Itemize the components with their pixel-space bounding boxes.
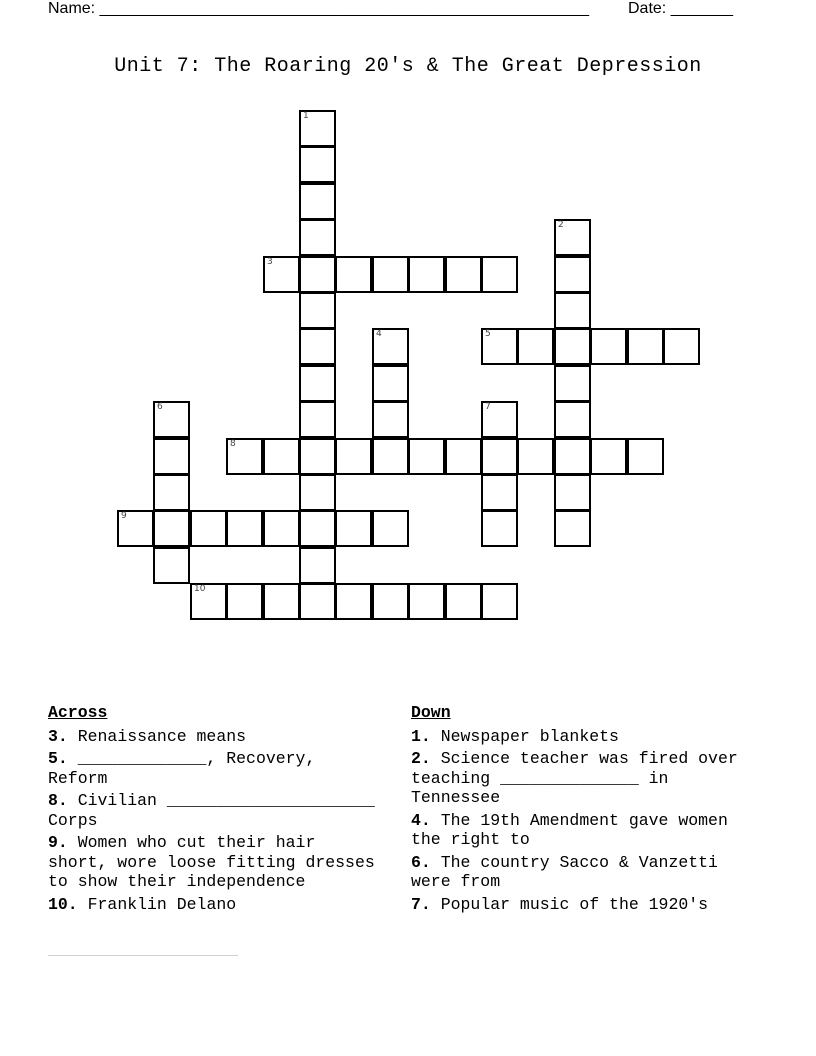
clue-number: 3 bbox=[267, 257, 273, 267]
crossword-cell[interactable] bbox=[299, 110, 336, 147]
crossword-cell[interactable] bbox=[554, 292, 591, 329]
down-clue bbox=[411, 853, 751, 892]
crossword-cell[interactable] bbox=[663, 328, 700, 365]
clue-number: 2 bbox=[558, 220, 564, 230]
crossword-cell[interactable] bbox=[554, 328, 591, 365]
crossword-cell[interactable] bbox=[153, 510, 190, 547]
clue-num: 9. bbox=[48, 833, 68, 852]
crossword-cell[interactable] bbox=[554, 474, 591, 511]
down-clue bbox=[411, 811, 751, 850]
crossword-cell[interactable] bbox=[590, 438, 627, 475]
crossword-cell[interactable] bbox=[299, 328, 336, 365]
crossword-cell[interactable] bbox=[554, 219, 591, 256]
clue-text: Renaissance means bbox=[67, 726, 247, 746]
clue-num: 1. bbox=[411, 726, 431, 746]
crossword-cell[interactable] bbox=[299, 292, 336, 329]
crossword-cell[interactable] bbox=[335, 438, 372, 475]
crossword-cell[interactable] bbox=[408, 256, 445, 293]
crossword-cell[interactable] bbox=[263, 256, 300, 293]
crossword-cell[interactable] bbox=[554, 438, 591, 475]
crossword-cell[interactable] bbox=[372, 365, 409, 402]
crossword-cell[interactable] bbox=[299, 438, 336, 475]
crossword-cell[interactable] bbox=[335, 583, 372, 620]
clue-number: 9 bbox=[121, 511, 127, 521]
clue-num: 5. bbox=[48, 749, 68, 768]
crossword-cell[interactable] bbox=[153, 401, 190, 438]
across-heading: Across bbox=[48, 703, 108, 722]
crossword-cell[interactable] bbox=[408, 583, 445, 620]
down-clue-list bbox=[411, 727, 751, 915]
crossword-cell[interactable] bbox=[372, 328, 409, 365]
crossword-cell[interactable] bbox=[481, 328, 518, 365]
crossword-cell[interactable] bbox=[335, 256, 372, 293]
crossword-cell[interactable] bbox=[445, 583, 482, 620]
crossword-cell[interactable] bbox=[481, 401, 518, 438]
clue-num: 3. bbox=[48, 726, 68, 746]
crossword-cell[interactable] bbox=[481, 510, 518, 547]
crossword-cell[interactable] bbox=[627, 328, 664, 365]
crossword-cell[interactable] bbox=[517, 328, 554, 365]
clue-text: Civilian _____________________ Corps bbox=[48, 791, 375, 830]
crossword-cell[interactable] bbox=[263, 583, 300, 620]
crossword-cell[interactable] bbox=[445, 438, 482, 475]
crossword-cell[interactable] bbox=[153, 438, 190, 475]
crossword-cell[interactable] bbox=[226, 438, 263, 475]
crossword-cell[interactable] bbox=[190, 510, 227, 547]
clue-number: 7 bbox=[485, 402, 491, 412]
crossword-cell[interactable] bbox=[372, 583, 409, 620]
crossword-cell[interactable] bbox=[554, 401, 591, 438]
crossword-cell[interactable] bbox=[408, 438, 445, 475]
clue-num: 2. bbox=[411, 749, 431, 768]
clue-num: 7. bbox=[411, 894, 431, 914]
clue-text: Women who cut their hair short, wore loose fitting dresses to show their independence bbox=[48, 833, 375, 891]
puzzle-title: Unit 7: The Roaring 20's & The Great Depression bbox=[114, 55, 702, 78]
crossword-cell[interactable] bbox=[299, 510, 336, 547]
footer-rule bbox=[48, 955, 238, 956]
crossword-cell[interactable] bbox=[517, 438, 554, 475]
clue-number: 10 bbox=[194, 584, 206, 594]
clue-number: 5 bbox=[485, 329, 491, 339]
clue-text: Science teacher was fired over teaching ______________ in Tennessee bbox=[411, 749, 738, 807]
across-clue-list bbox=[48, 727, 378, 915]
clue-num: 4. bbox=[411, 810, 431, 830]
crossword-cell[interactable] bbox=[226, 583, 263, 620]
down-clue bbox=[411, 749, 751, 808]
down-heading: Down bbox=[411, 703, 451, 722]
crossword-cell[interactable] bbox=[372, 256, 409, 293]
crossword-cell[interactable] bbox=[627, 438, 664, 475]
crossword-cell[interactable] bbox=[372, 401, 409, 438]
down-clue bbox=[411, 727, 751, 747]
across-clue bbox=[48, 791, 378, 830]
clue-text: The 19th Amendment gave women the right to bbox=[411, 810, 728, 849]
crossword-cell[interactable] bbox=[554, 365, 591, 402]
clue-number: 8 bbox=[230, 439, 236, 449]
clue-number: 4 bbox=[376, 329, 382, 339]
crossword-cell[interactable] bbox=[481, 438, 518, 475]
clue-text: _____________, Recovery, Reform bbox=[48, 749, 316, 788]
crossword-cell[interactable] bbox=[153, 474, 190, 511]
crossword-cell[interactable] bbox=[335, 510, 372, 547]
across-clue bbox=[48, 727, 378, 747]
crossword-cell[interactable] bbox=[299, 474, 336, 511]
down-clue bbox=[411, 895, 751, 915]
clue-text: Franklin Delano bbox=[77, 894, 237, 914]
clue-number: 6 bbox=[157, 402, 163, 412]
clue-number: 1 bbox=[303, 111, 309, 121]
crossword-cell[interactable] bbox=[481, 256, 518, 293]
across-clue bbox=[48, 833, 378, 892]
date-line: Date: _______ bbox=[628, 0, 733, 17]
crossword-cell[interactable] bbox=[481, 474, 518, 511]
crossword-cell[interactable] bbox=[263, 510, 300, 547]
clue-text: Popular music of the 1920's bbox=[430, 894, 709, 914]
clue-text: The country Sacco & Vanzetti were from bbox=[411, 852, 718, 891]
crossword-cell[interactable] bbox=[590, 328, 627, 365]
crossword-cell[interactable] bbox=[554, 256, 591, 293]
across-clue bbox=[48, 749, 378, 788]
crossword-cell[interactable] bbox=[372, 438, 409, 475]
crossword-cell[interactable] bbox=[299, 146, 336, 183]
name-line: Name: _______________________________________________________ bbox=[48, 0, 589, 17]
clue-num: 6. bbox=[411, 852, 431, 872]
down-clues bbox=[411, 703, 751, 917]
crossword-cell[interactable] bbox=[372, 510, 409, 547]
crossword-cell[interactable] bbox=[117, 510, 154, 547]
across-clue bbox=[48, 895, 378, 915]
crossword-cell[interactable] bbox=[299, 219, 336, 256]
crossword-cell[interactable] bbox=[299, 401, 336, 438]
crossword-cell[interactable] bbox=[190, 583, 227, 620]
clue-num: 10. bbox=[48, 894, 78, 914]
clue-num: 8. bbox=[48, 791, 68, 810]
across-clues bbox=[48, 703, 378, 917]
crossword-cell[interactable] bbox=[153, 547, 190, 584]
crossword-cell[interactable] bbox=[445, 256, 482, 293]
crossword-cell[interactable] bbox=[299, 365, 336, 402]
crossword-cell[interactable] bbox=[299, 583, 336, 620]
crossword-cell[interactable] bbox=[299, 183, 336, 220]
clue-text: Newspaper blankets bbox=[430, 726, 619, 746]
crossword-cell[interactable] bbox=[299, 256, 336, 293]
crossword-cell[interactable] bbox=[481, 583, 518, 620]
crossword-cell[interactable] bbox=[226, 510, 263, 547]
crossword-cell[interactable] bbox=[554, 510, 591, 547]
crossword-cell[interactable] bbox=[263, 438, 300, 475]
crossword-cell[interactable] bbox=[299, 547, 336, 584]
